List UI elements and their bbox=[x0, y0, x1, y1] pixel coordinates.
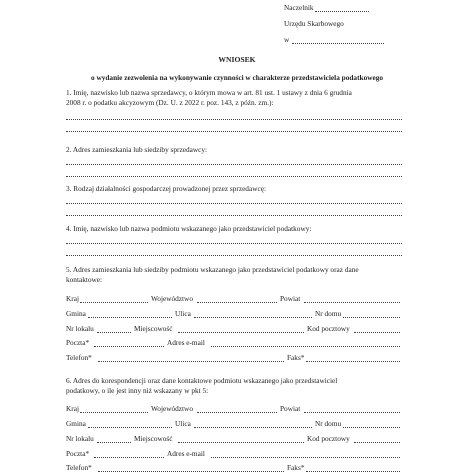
field-kod-pocztowy-label: Kod pocztowy bbox=[307, 324, 350, 333]
section-3-answer-line[interactable] bbox=[66, 215, 402, 216]
field-nr-lokalu-label: Nr lokalu bbox=[66, 434, 94, 443]
naczelnik-dots[interactable] bbox=[315, 11, 369, 12]
section-2-answer-line[interactable] bbox=[66, 164, 402, 165]
urzad-label: Urzędu Skarbowego bbox=[284, 19, 344, 28]
section-2-heading: 2. Adres zamieszkania lub siedziby sprzedawcy: bbox=[66, 145, 208, 154]
field-telefon-input[interactable] bbox=[98, 361, 284, 362]
section-2-answer-line[interactable] bbox=[66, 176, 402, 177]
field-kraj-label: Kraj bbox=[66, 404, 79, 413]
field-ulica-input[interactable] bbox=[194, 317, 312, 318]
field-kod-pocztowy-label: Kod pocztowy bbox=[307, 434, 350, 443]
field-nr-lokalu-input[interactable] bbox=[97, 332, 131, 333]
field-nr-domu-input[interactable] bbox=[343, 427, 400, 428]
section-3-heading: 3. Rodzaj działalności gospodarczej prowadzonej przez sprzedawcę: bbox=[66, 184, 266, 193]
field-wojewodztwo-input[interactable] bbox=[197, 412, 277, 413]
field-ulica-label: Ulica bbox=[175, 419, 191, 428]
field-nr-lokalu-input[interactable] bbox=[97, 442, 131, 443]
field-miejscowosc-label: Miejscowość bbox=[134, 434, 173, 443]
field-nr-domu-input[interactable] bbox=[343, 317, 400, 318]
section-5-line-1: 5. Adres zamieszkania lub siedziby podmiotu wskazanego jako przedstawiciel podatkowy oraz dane bbox=[66, 265, 359, 274]
field-faks-label: Faks* bbox=[287, 463, 305, 472]
section-4-answer-line[interactable] bbox=[66, 243, 402, 244]
field-miejscowosc-input[interactable] bbox=[178, 332, 304, 333]
w-label: w bbox=[284, 35, 290, 44]
field-poczta-label: Poczta* bbox=[66, 449, 90, 458]
field-ulica-label: Ulica bbox=[175, 309, 191, 318]
field-wojewodztwo-label: Województwo bbox=[151, 294, 193, 303]
section-5-line-2: kontaktowe: bbox=[66, 275, 103, 284]
field-nr-domu-label: Nr domu bbox=[315, 309, 342, 318]
document-title: WNIOSEK bbox=[218, 55, 256, 64]
field-adres-email-label: Adres e-mail bbox=[167, 449, 205, 458]
field-miejscowosc-input[interactable] bbox=[178, 442, 304, 443]
document-subtitle: o wydanie zezwolenia na wykonywanie czynności w charakterze przedstawiciela podatkowego bbox=[90, 73, 384, 82]
field-powiat-input[interactable] bbox=[304, 302, 400, 303]
field-nr-domu-label: Nr domu bbox=[315, 419, 342, 428]
field-telefon-label: Telefon* bbox=[66, 353, 92, 362]
section-1-line-1: 1. Imię, nazwisko lub nazwa sprzedawcy, o którym mowa w art. 81 ust. 1 ustawy z dnia 6 grudnia bbox=[66, 88, 352, 97]
field-miejscowosc-label: Miejscowość bbox=[134, 324, 173, 333]
section-6-line-2: podatkowy, o ile jest inny niż wskazany w pkt 5: bbox=[66, 386, 209, 395]
field-kraj-input[interactable] bbox=[80, 302, 148, 303]
field-powiat-label: Powiat bbox=[280, 294, 301, 303]
field-kraj-input[interactable] bbox=[80, 412, 148, 413]
field-poczta-input[interactable] bbox=[94, 457, 164, 458]
field-adres-email-input[interactable] bbox=[211, 457, 400, 458]
field-faks-input[interactable] bbox=[306, 471, 400, 472]
section-3-answer-line[interactable] bbox=[66, 203, 402, 204]
field-telefon-label: Telefon* bbox=[66, 463, 92, 472]
field-kod-pocztowy-input[interactable] bbox=[354, 442, 400, 443]
section-1-line-2: 2008 r. o podatku akcyzowym (Dz. U. z 2022 r. poz. 143, z późn. zm.): bbox=[66, 98, 274, 107]
field-powiat-input[interactable] bbox=[304, 412, 400, 413]
field-faks-label: Faks* bbox=[287, 353, 305, 362]
field-wojewodztwo-label: Województwo bbox=[151, 404, 193, 413]
field-wojewodztwo-input[interactable] bbox=[197, 302, 277, 303]
field-kod-pocztowy-input[interactable] bbox=[354, 332, 400, 333]
field-gmina-input[interactable] bbox=[88, 317, 172, 318]
field-adres-email-label: Adres e-mail bbox=[167, 338, 205, 347]
field-poczta-label: Poczta* bbox=[66, 338, 90, 347]
naczelnik-label: Naczelnik bbox=[284, 3, 314, 12]
urzad-location-dots[interactable] bbox=[292, 43, 384, 44]
field-faks-input[interactable] bbox=[306, 361, 400, 362]
field-kraj-label: Kraj bbox=[66, 294, 79, 303]
field-poczta-input[interactable] bbox=[94, 346, 164, 347]
section-4-answer-line[interactable] bbox=[66, 255, 402, 256]
field-gmina-label: Gmina bbox=[66, 419, 86, 428]
field-powiat-label: Powiat bbox=[280, 404, 301, 413]
field-gmina-input[interactable] bbox=[88, 427, 172, 428]
section-4-heading: 4. Imię, nazwisko lub nazwa podmiotu wskazanego jako przedstawiciel podatkowy: bbox=[66, 224, 312, 233]
section-1-answer-line[interactable] bbox=[66, 119, 402, 120]
field-telefon-input[interactable] bbox=[98, 471, 284, 472]
section-6-line-1: 6. Adres do korespondencji oraz dane kontaktowe podmiotu wskazanego jako przedstawiciel bbox=[66, 376, 338, 385]
field-gmina-label: Gmina bbox=[66, 309, 86, 318]
field-ulica-input[interactable] bbox=[194, 427, 312, 428]
section-1-answer-line[interactable] bbox=[66, 131, 402, 132]
field-adres-email-input[interactable] bbox=[211, 346, 400, 347]
field-nr-lokalu-label: Nr lokalu bbox=[66, 324, 94, 333]
